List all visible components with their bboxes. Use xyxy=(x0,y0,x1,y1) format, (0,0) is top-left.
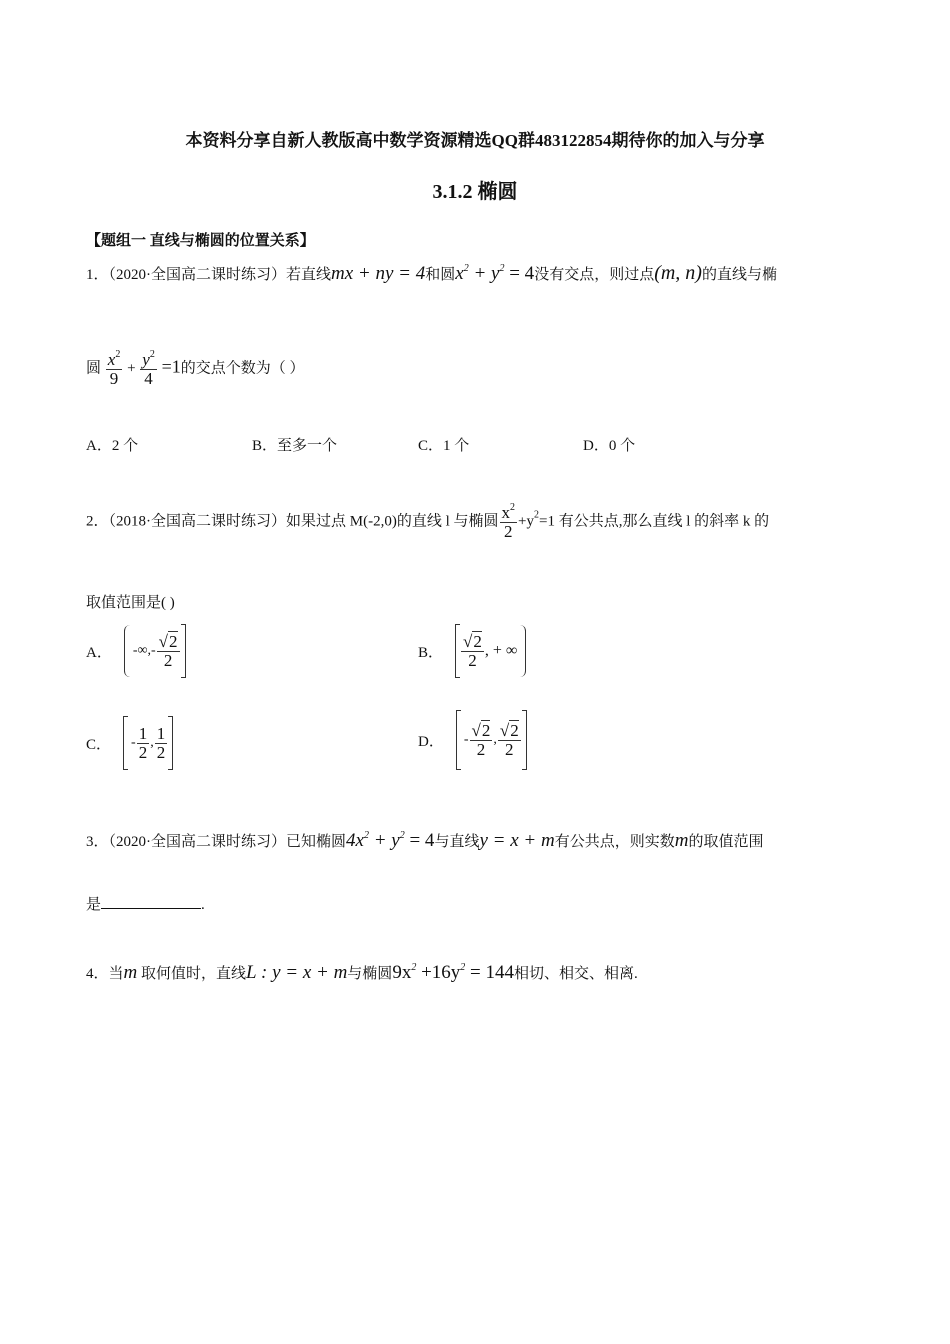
q2-sup: 2 xyxy=(533,509,539,521)
q4-m: m xyxy=(123,962,138,983)
q2-b-label: B． xyxy=(418,644,444,661)
question-3-line-1 xyxy=(86,830,763,852)
q1-source: （2020·全国高二课时练习）若直线 xyxy=(108,267,332,283)
q2-option-b xyxy=(418,624,526,678)
q1-point: (m, n) xyxy=(654,262,702,284)
q1-option-b: B．至多一个 xyxy=(252,438,338,454)
q2-a-label: A． xyxy=(86,644,112,661)
q1-ellipse-frac-x: $\frac{x^2}{9}$ xyxy=(107,349,121,388)
q2-d-label: D． xyxy=(418,733,444,750)
q3-line2-text: 是 xyxy=(86,897,102,913)
q2-ellipse-frac: $\frac{x^2}{2}$ xyxy=(501,502,516,541)
q4-number: 4．当 xyxy=(86,966,124,982)
q2-option-a xyxy=(86,624,186,678)
q1-ellipse-frac-y: $\frac{y^2}{4}$ xyxy=(142,349,155,388)
q1-line-equation: mx + ny = 4 xyxy=(331,263,426,284)
q3-common: 有公共点，则实数 xyxy=(554,834,675,850)
q4-ellipse-equation: $9x^2 +16y^2 = 144$ xyxy=(392,962,514,983)
q1-no-intersect: 没有交点，则过点 xyxy=(534,267,655,283)
page-title: 3.1.2 椭圆 xyxy=(432,181,518,203)
q4-text1: 取何值时，直线 xyxy=(141,966,247,982)
q2-text-after-2: =1 有公共点,那么直线 l 的斜率 k 的 xyxy=(538,513,770,530)
q3-range: 的取值范围 xyxy=(688,834,764,850)
q1-eq-one: =1 xyxy=(161,356,181,377)
q2-option-d xyxy=(418,710,527,770)
q4-with-ellipse: 与椭圆 xyxy=(347,966,393,982)
q3-ellipse-equation: $4x^2 + y^2 = 4$ xyxy=(346,830,435,851)
q2-b-interval: $\frac{√2}{2}$ , + ∞ xyxy=(455,624,526,678)
question-2-line-1 xyxy=(86,503,769,541)
q2-text-before: （2018·全国高二课时练习）如果过点 M(-2,0)的直线 l 与椭圆 xyxy=(108,513,499,530)
q3-answer-blank[interactable] xyxy=(101,908,201,909)
q1-cont-prefix: 圆 xyxy=(86,360,102,377)
q1-circle-equation: $x^2 + y^2 = 4$ xyxy=(455,263,535,284)
question-4-line-1 xyxy=(86,962,638,984)
q3-source: （2020·全国高二课时练习）已知椭圆 xyxy=(108,834,347,850)
q2-c-label: C． xyxy=(86,736,112,753)
question-1-line-2 xyxy=(86,350,305,388)
q1-option-a: A．2 个 xyxy=(86,438,139,454)
group-title: 【题组一 直线与椭圆的位置关系】 xyxy=(86,233,315,249)
q2-number: 2． xyxy=(86,513,109,530)
page-header: 本资料分享自新人教版高中数学资源精选QQ群483122854期待你的加入与分享 xyxy=(185,131,765,150)
q2-text-after-1: +y xyxy=(518,513,534,530)
q3-m: m xyxy=(674,830,689,851)
q1-option-d: D．0 个 xyxy=(583,438,636,454)
q1-and-circle: 和圆 xyxy=(425,267,456,283)
q1-question: 的交点个数为（ ） xyxy=(180,360,305,377)
q3-with-line: 与直线 xyxy=(434,834,480,850)
q3-period: . xyxy=(201,897,205,913)
q3-number: 3． xyxy=(86,834,109,850)
q1-plus: + xyxy=(127,360,136,377)
question-1-line-1 xyxy=(86,262,777,285)
question-2-line-2: 取值范围是( ) xyxy=(86,595,175,611)
q1-tail: 的直线与椭 xyxy=(701,267,777,283)
q2-c-interval: - $\frac{1}{2}$ , $\frac{1}{2}$ xyxy=(123,716,173,770)
q1-option-c: C．1 个 xyxy=(418,438,470,454)
q2-a-interval: -∞,- $\frac{√2}{2}$ xyxy=(124,624,186,678)
q1-number: 1． xyxy=(86,267,109,283)
q2-d-interval: - $\frac{√2}{2}$ , $\frac{√2}{2}$ xyxy=(456,710,527,770)
q2-option-c xyxy=(86,716,173,770)
q4-line-equation: L : y = x + m xyxy=(246,962,348,983)
q3-line-equation: y = x + m xyxy=(479,830,555,851)
q4-tail: 相切、相交、相离. xyxy=(514,966,638,982)
question-3-line-2 xyxy=(86,893,205,914)
